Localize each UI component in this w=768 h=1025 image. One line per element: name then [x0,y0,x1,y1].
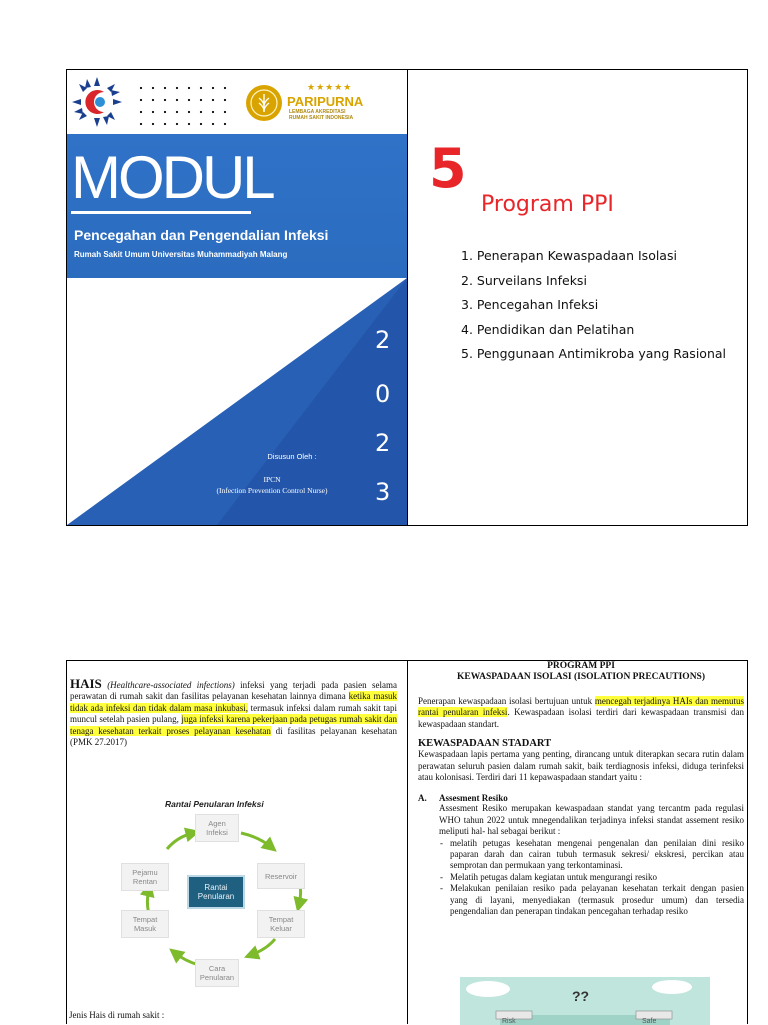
intro-text: Penerapan kewaspadaan isolasi bertujuan untuk [418,696,595,706]
accreditation-title: PARIPURNA [287,94,364,109]
cover-panel [67,70,407,525]
spread-divider [407,70,408,525]
top-spread [66,69,748,526]
risk-illustration-graphic [460,977,710,1025]
illustration-safe-label: Safe [642,1018,657,1025]
node-label: Cara Penularan [199,964,235,982]
bullet-item: - Melakukan penilaian resiko pada pelayanan kesehatan terkait dengan pasien yang di layani, menyediakan (termasuk prosedur umum) dan tersedia pengendalian dan penerapan tindakan pencegahan terhadap resiko [418,883,744,917]
accreditation-line-2: RUMAH SAKIT INDONESIA [289,115,354,121]
program-item: 4. Pendidikan dan Pelatihan [461,321,635,337]
highlight: ketika masuk tidak ada infeksi dan tidak dalam masa inkubasi, [70,691,397,713]
risk-illustration [460,977,710,1025]
heading-letter: A. [418,793,427,804]
heading-text: Assesment Resiko [439,793,508,804]
accreditation-line-1: LEMBAGA AKREDITASI [289,109,346,115]
chain-node-reservoir [257,863,305,889]
isolation-intro [418,696,744,730]
standard-precautions-heading: KEWASPADAAN STADART [418,738,552,750]
author-block [187,475,357,497]
author-name: IPCN [263,475,281,484]
diagram-title: Rantai Penularan Infeksi [165,799,264,809]
standard-precautions-text: Kewaspadaan lapis pertama yang penting, dirancang untuk diterapkan secara rutin dalam perawatan seluruh pasien dalam rumah sakit, baik terdiagnosis infeksi, diduga terinfeksi atau kolonisasi. Terdiri dari 11 kepawaspadaan standart yaitu : [418,749,744,783]
node-label: Pejamu Rentan [132,868,158,886]
hais-text: termasuk infeksi dalam rumah sakit tapi muncul setelah pasien pulang, [70,702,398,725]
program-item: 2. Surveilans Infeksi [461,272,587,288]
section-subheading: KEWASPADAAN ISOLASI (ISOLATION PRECAUTIONS) [456,672,705,682]
year-digit: 2 [375,326,391,354]
isolation-section [418,661,744,918]
illustration-risk-label: Risk [502,1018,516,1025]
hais-types-label: Jenis Hais di rumah sakit : [69,1010,165,1020]
program-number: 5 [429,137,467,200]
chain-node-entry [121,910,169,938]
year-digit: 3 [375,478,391,506]
hais-text: di fasilitas pelayanan kesehatan (PMK 27.2017) [70,725,397,748]
cover-subtitle: Pencegahan dan Pengendalian Infeksi [74,227,329,243]
hais-paragraph [70,678,397,748]
hais-definition [70,678,397,748]
bullet-item: - melatih petugas kesehatan mengenai pengenalan dan penilaian dini resiko paparan darah dan cairan tubuh termasuk sekresi/ ekskresi, percikan atau semprotan dan permukaan yang terkontaminasi. [418,838,744,872]
node-label: Tempat Keluar [268,915,294,933]
node-label: Rantai Penularan [197,883,235,901]
chain-node-host [121,863,169,891]
title-underline [71,211,251,214]
highlight: mencegah terjadinya HAIs dan memutus rantai penularan infeksi [418,696,744,718]
chain-node-exit [257,910,305,938]
intro-text: . Kewaspadaan isolasi terdiri dari kewaspadaan transmisi dan kewaspadaan standart. [418,707,744,729]
chain-node-center [187,875,245,909]
illustration-question: ?? [572,988,590,1004]
authored-by-label: Disusun Oleh : [267,452,317,461]
accreditation-stars: ★★★★★ [307,82,353,92]
hais-term: HAIS [70,676,102,691]
program-item: 5. Penggunaan Antimikroba yang Rasional [461,346,726,361]
program-item: 1. Penerapan Kewaspadaan Isolasi [461,248,677,263]
risk-assessment-text: Assesment Resiko merupakan kewaspadaan standat yang tercantm pada regulasi WHO tahun 2022 untuk mnegendalikan terjadinya infeksi standat assement resiko meliputi hal- hal sebagai berikut : [439,803,744,837]
author-full-name: (Infection Prevention Control Nurse) [216,485,328,495]
program-item: 3. Pencegahan Infeksi [461,297,599,312]
chain-node-transmission [195,959,239,987]
section-heading: PROGRAM PPI [547,661,615,671]
node-label: Agen Infeksi [206,819,228,837]
risk-assessment-heading [418,793,744,803]
spread-divider [407,661,408,1024]
chain-node-agent [195,814,239,842]
hais-term-english: (Healthcare-associated infections) [107,680,235,690]
program-list [461,248,726,371]
node-label: Reservoir [264,871,298,881]
node-label: Tempat Masuk [132,915,158,933]
hais-text: infeksi yang terjadi pada pasien selama perawatan di rumah sakit dan fasilitas pelayanan kesehatan lainnya dimana [70,680,397,702]
highlight: juga infeksi karena pekerjaan pada petugas rumah sakit dan tenaga kesehatan terkait proses pelayanan kesehatan [70,714,397,736]
year-digit: 2 [375,429,391,457]
cover-institution: Rumah Sakit Umum Universitas Muhammadiyah Malang [74,250,288,259]
bottom-spread [66,660,748,1024]
year-digit: 0 [375,380,391,408]
program-title: Program PPI [481,192,614,217]
bullet-item: - Melatih petugas dalam kegiatan untuk mengurangi resiko [418,872,744,883]
cover-title: MODUL [71,144,273,211]
